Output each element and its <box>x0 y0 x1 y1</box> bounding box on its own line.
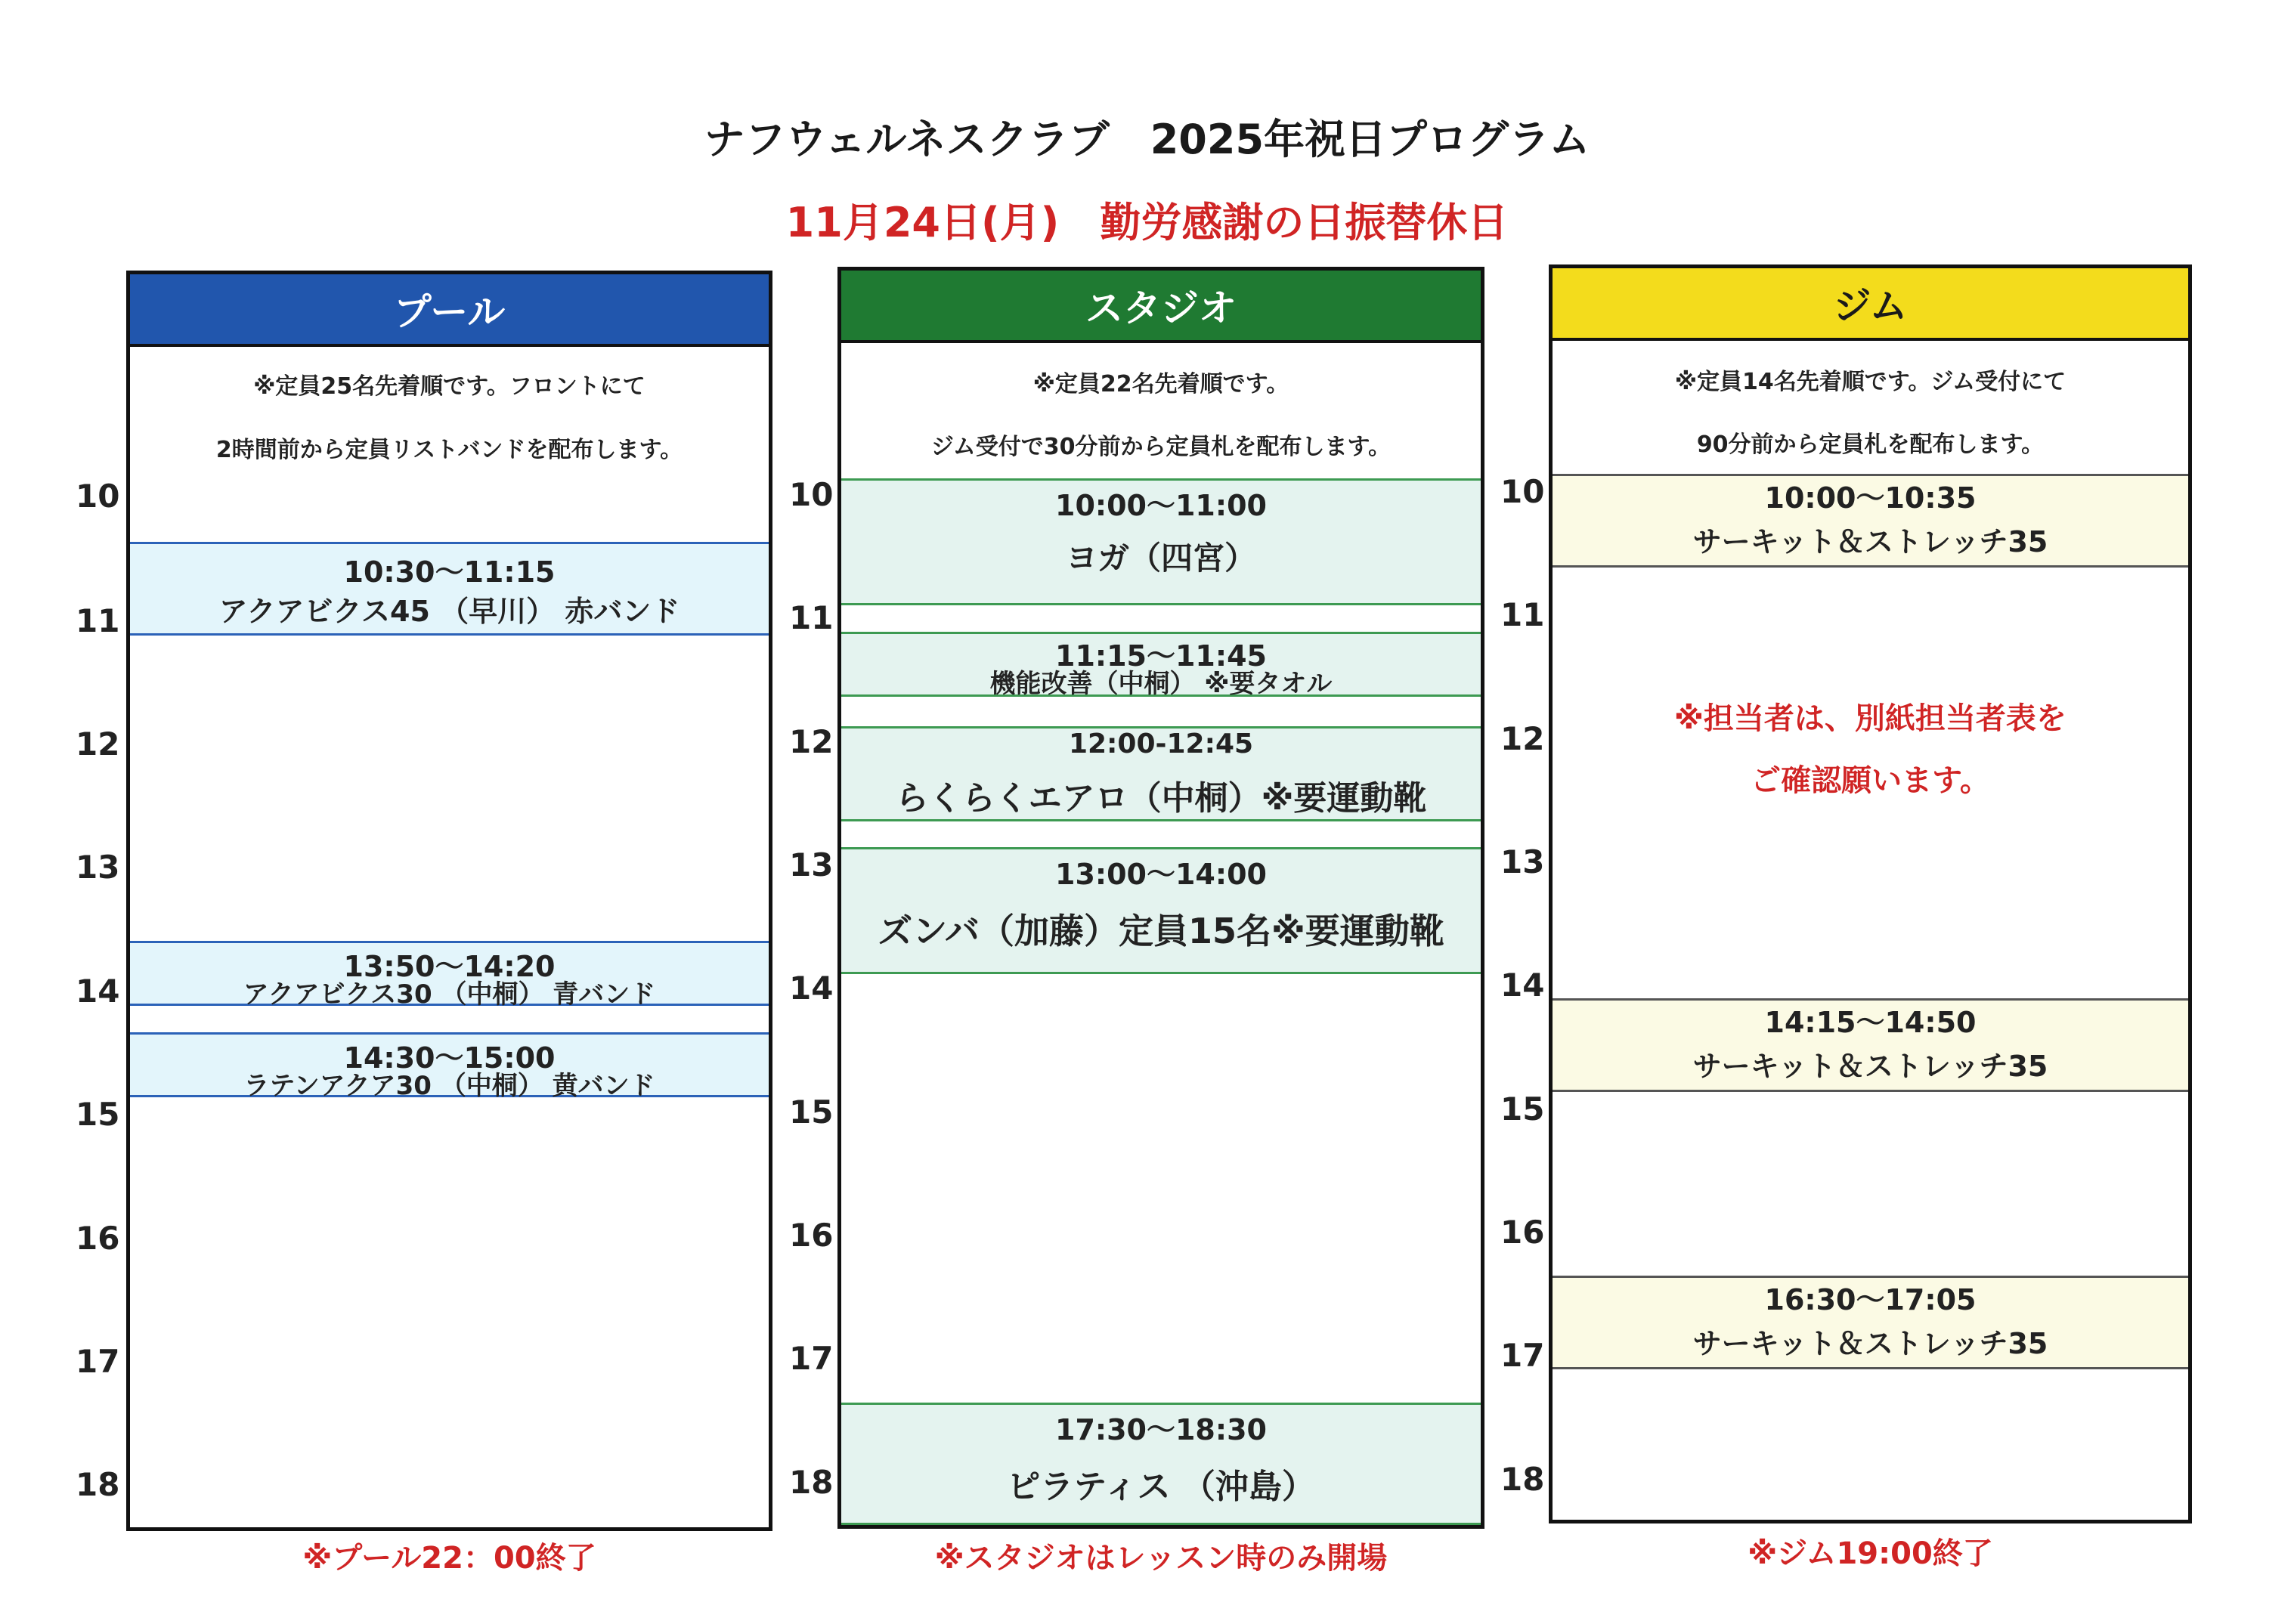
gym-notice-line: ご確認願います。 <box>1751 763 1990 798</box>
gym-note: ※定員14名先着順です。ジム受付にて <box>1674 369 2066 395</box>
lesson-name: ピラティス （沖島） <box>1007 1468 1315 1506</box>
studio-hour-label: 17 <box>789 1340 834 1377</box>
gym-footer-note: ※ジム19:00終了 <box>1748 1536 1993 1571</box>
gym-hour-label: 12 <box>1500 720 1545 757</box>
gym-schedule-column <box>1549 264 2192 1523</box>
lesson-name: アクアビクス30 （中桐） 青バンド <box>243 979 656 1010</box>
gym-notice-line: ※担当者は、別紙担当者表を <box>1674 701 2066 736</box>
lesson-name: ズンバ（加藤）定員15名※要運動靴 <box>878 911 1444 951</box>
gym-hour-label: 10 <box>1500 473 1545 510</box>
gym-hour-label: 14 <box>1500 967 1545 1004</box>
studio-schedule-column <box>837 267 1484 1529</box>
studio-hour-label: 18 <box>789 1464 834 1501</box>
gym-hour-label: 11 <box>1500 596 1545 633</box>
studio-lesson-block <box>841 1403 1481 1525</box>
pool-hour-label: 17 <box>76 1343 120 1380</box>
lesson-name: ヨガ（四宮） <box>1065 540 1256 577</box>
lesson-name: ラテンアクア30 （中桐） 黄バンド <box>243 1071 655 1101</box>
lesson-time: 10:00～10:35 <box>1764 481 1977 515</box>
studio-lesson-block <box>841 632 1481 697</box>
studio-hour-label: 11 <box>789 599 834 636</box>
studio-hour-label: 12 <box>789 723 834 760</box>
pool-hour-label: 10 <box>76 478 120 515</box>
lesson-time: 14:30～15:00 <box>343 1041 556 1075</box>
studio-note: ※定員22名先着順です。 <box>1032 371 1289 397</box>
pool-note: ※定員25名先着順です。フロントにて <box>253 373 645 400</box>
pool-header: プール <box>130 274 769 347</box>
studio-footer-note: ※スタジオはレッスン時のみ開場 <box>934 1541 1388 1576</box>
lesson-time: 10:00～11:00 <box>1055 489 1267 522</box>
pool-hour-label: 15 <box>76 1096 120 1133</box>
pool-hour-label: 18 <box>76 1466 120 1503</box>
pool-hour-label: 16 <box>76 1220 120 1257</box>
lesson-name: サーキット＆ストレッチ35 <box>1692 1050 2048 1083</box>
studio-hour-label: 13 <box>789 846 834 883</box>
pool-hour-label: 11 <box>76 602 120 639</box>
lesson-time: 10:30～11:15 <box>343 555 556 589</box>
gym-header: ジム <box>1553 268 2188 341</box>
gym-hour-label: 13 <box>1500 843 1545 880</box>
gym-hour-label: 16 <box>1500 1214 1545 1251</box>
studio-lesson-block <box>841 847 1481 974</box>
pool-lesson-block <box>130 542 769 636</box>
lesson-time: 13:50～14:20 <box>343 950 556 983</box>
lesson-name: らくらくエアロ（中桐）※要運動靴 <box>895 779 1427 818</box>
studio-hour-label: 10 <box>789 476 834 513</box>
lesson-time: 16:30～17:05 <box>1764 1283 1977 1316</box>
gym-hour-label: 17 <box>1500 1337 1545 1374</box>
gym-notice <box>1553 688 2188 812</box>
studio-lesson-block <box>841 726 1481 821</box>
studio-hour-label: 14 <box>789 970 834 1007</box>
lesson-time: 12:00-12:45 <box>1068 728 1254 759</box>
pool-lesson-block <box>130 1032 769 1101</box>
gym-lesson-block <box>1553 474 2188 568</box>
studio-hour-label: 15 <box>789 1093 834 1131</box>
studio-hour-label: 16 <box>789 1217 834 1254</box>
gym-hour-label: 15 <box>1500 1090 1545 1128</box>
lesson-name: サーキット＆ストレッチ35 <box>1692 1327 2048 1360</box>
pool-hour-label: 12 <box>76 725 120 763</box>
lesson-name: サーキット＆ストレッチ35 <box>1692 525 2048 558</box>
gym-hour-label: 18 <box>1500 1461 1545 1498</box>
lesson-time: 13:00～14:00 <box>1055 858 1267 891</box>
lesson-time: 17:30～18:30 <box>1055 1413 1267 1446</box>
gym-lesson-block <box>1553 1276 2188 1369</box>
lesson-time: 11:15～11:45 <box>1055 639 1267 673</box>
lesson-name: アクアビクス45 （早川） 赤バンド <box>218 595 680 628</box>
pool-hour-label: 13 <box>76 849 120 886</box>
pool-lesson-block <box>130 941 769 1010</box>
pool-schedule-column <box>126 271 772 1531</box>
lesson-time: 14:15～14:50 <box>1764 1006 1977 1039</box>
pool-note: 2時間前から定員リストバンドを配布します。 <box>215 437 683 463</box>
studio-lesson-block <box>841 478 1481 605</box>
studio-header: スタジオ <box>841 271 1481 343</box>
pool-hour-label: 14 <box>76 973 120 1010</box>
gym-lesson-block <box>1553 998 2188 1092</box>
studio-note: ジム受付で30分前から定員札を配布します。 <box>930 434 1392 460</box>
page-title: ナフウェルネスクラブ 2025年祝日プログラム <box>704 116 1590 163</box>
gym-note: 90分前から定員札を配布します。 <box>1696 432 2045 458</box>
lesson-name: 機能改善（中桐） ※要タオル <box>989 669 1333 699</box>
pool-footer-note: ※プール22：00終了 <box>302 1541 596 1576</box>
page-subtitle: 11月24日(月) 勤労感謝の日振替休日 <box>785 199 1509 246</box>
